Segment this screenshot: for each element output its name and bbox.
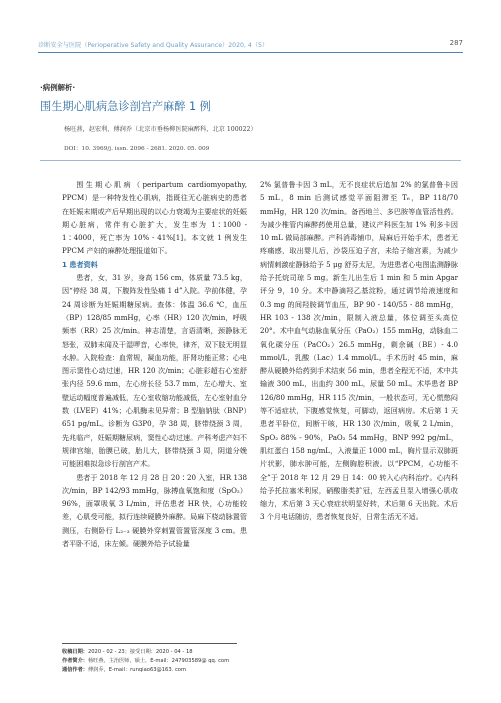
case-paragraph-2: 患者于 2018 年 12 月 28 日 20∶20 入室，HR 138 次/min，BP 142/93 mmHg，脉搏血氧饱和度（SpO₂）96%，面罩吸氧 3 L/min，评估患者 HR 快，心功能较差，心肌受可能，拟行连续硬膜外麻醉。局麻下桡动脉置管测压，右侧卧行 L₂₋₃ 硬膜外穿刺置管置管深度 3 cm。患者平卧不适，床左倾。硬膜外给予试验量 xyxy=(62,472,247,549)
case-paragraph-1: 患者，女，31 岁，身高 156 cm，体质量 73.5 kg，因“停经 38 周，下腹阵发性坠痛 1 d”入院。孕前体健，孕 24 周诊断为妊娠期糖尿病。查体：体温 36.6 ℃，血压（BP）128/85 mmHg，心率（HR）120 次/min，呼吸频率（RR）25 次/min。神志清楚，言语清晰，颈静脉无怒张，双肺未闻及干湿啰音，心率快，律齐，双下肢无明显水肿。入院检查：血常规，凝血功能，肝肾功能正常；心电图示窦性心动过速，HR 120 次/min；心脏彩超右心室舒张内径 59.6 mm，左心房长径 53.7 mm，左心增大、室壁运动幅度普遍减低，左心室收缩功能减低，左心室射血分数（LVEF）41%；心肌酶未见异常；B 型脑钠肽（BNP）651 pg/mL。诊断为 G3P0，孕 38 周，脐带绕颈 3 周，先兆临产，妊娠期糖尿病，窦性心动过速。产科考虑产妇不规律宫缩，胎膜已破，胎儿大，脐带绕颈 3 周，阴道分娩可能困难拟急诊行剖宫产术。 xyxy=(62,273,247,469)
section-heading: 1 患者资料 xyxy=(62,259,98,269)
article-title: 围生期心肌病急诊剖宫产麻醉 1 例 xyxy=(40,100,211,113)
footnote-rule xyxy=(62,643,237,644)
intro-paragraph: 围生期心肌病（peripartum cardiomyopathy, PPCM）是一种特发性心肌病，指既往无心脏病史的患者在妊娠末期或产后早期出现的以心力衰竭为主要症状的妊娠期心脏病，常伴有心脏扩大，发生率为 1∶1000 - 1∶4000，死亡率为 10% - 41%[1]。本文就 1 例发生 PPCM 产妇的麻醉处理报道如下。 xyxy=(62,180,247,256)
section-label: ·病例解析· xyxy=(40,83,76,92)
received-note: 收稿日期：2020 - 02 - 23；接受日期：2020 - 04 - 18 xyxy=(62,649,193,655)
right-column xyxy=(260,178,458,524)
meta-rule xyxy=(40,160,461,161)
left-column xyxy=(62,178,247,550)
corresponding-note: 通信作者：傅润乔，E-mail：runqiao63@163. com xyxy=(62,667,187,673)
author-line: 杨旺燕，赵宏利，傅润乔（北京市垂杨柳医院麻醉科，北京 100022） xyxy=(64,126,257,133)
header-rule xyxy=(38,52,463,53)
case-paragraph-3: 2% 氯普鲁卡因 3 mL，无不良症状后追加 2% 的氯普鲁卡因 5 mL，8 min 后测试感觉平面阻滞至 T₆，BP 118/70 mmHg，HR 120 次/min。备西地兰、多巴胺等血管活性药。为减少椎管内麻醉药使用总量，建议产科医生加 1% 利多卡因 10 mL 做局部麻醉。产科消毒铺巾，局麻后开始手术，患者无疼痛感，取出婴儿后，沙袋压迫子宫，未给子缩宫素，为减少病情刺激症静脉给予 5 μg 舒芬太尼，为进患者心电图监测静脉给予托烷司琼 5 mg。新生儿出生后 1 min 和 5 min Apgar 评分 9，10 分。术中静滴羟乙基淀粉，通过调节给液速度和 0.3 mg 的间羟胺调节血压，BP 90 - 140/55 - 88 mmHg，HR 103 - 138 次/min，限制入液总量，体位调至头高位 20°。术中血气动脉血氧分压（PaO₂）155 mmHg，动脉血二氧化碳分压（PaCO₂）26.5 mmHg，剩余碱（BE）- 4.0 mmol/L，乳酸（Lac）1.4 mmol/L。手术历时 45 min，麻醉从硬膜外给药到手术结束 56 min，患者全程无不适，术中共输液 300 mL，出血约 300 mL，尿量 50 mL。术毕患者 BP 126/80 mmHg，HR 115 次/min，一般状态可，无心慌憋闷等不适症状，下腹感觉恢复，可脚动，返回病房。术后第 1 天患者平卧位，间断干咳，HR 130 次/min，吸氧 2 L/min，SpO₂ 88% - 90%，PaO₂ 54 mmHg，BNP 992 pg/mL，肌红蛋白 158 ng/mL，入液量正 1000 mL，胸片显示双肺斑片状影，肺水肿可能，左侧胸腔积液。以“PPCM，心功能不全”于 2018 年 12 月 29 日 14：00 转入心内科治疗。心内科给予托拉塞米利尿，硝酸脂类扩冠，左西孟旦泵入增强心肌收缩力，术后第 3 天心衰症状明显好转，术后第 6 天出院。术后 3 个月电话随访，患者恢复良好，日常生活无不适。 xyxy=(260,180,458,522)
author-note: 作者简介：杨旺燕，主治医师，硕士，E-mail：247903589@ qq. com xyxy=(62,658,230,664)
journal-header: 诊断安全与医院（Perioperative Safety and Quality Assurance）2020, 4（5） xyxy=(38,42,269,49)
doi-line: DOI：10. 3969/j. issn. 2096 - 2681. 2020. 05. 009 xyxy=(64,146,210,152)
page-number: 287 xyxy=(449,39,463,47)
doi-value: 10. 3969/j. issn. 2096 - 2681. 2020. 05. 009 xyxy=(81,146,210,152)
